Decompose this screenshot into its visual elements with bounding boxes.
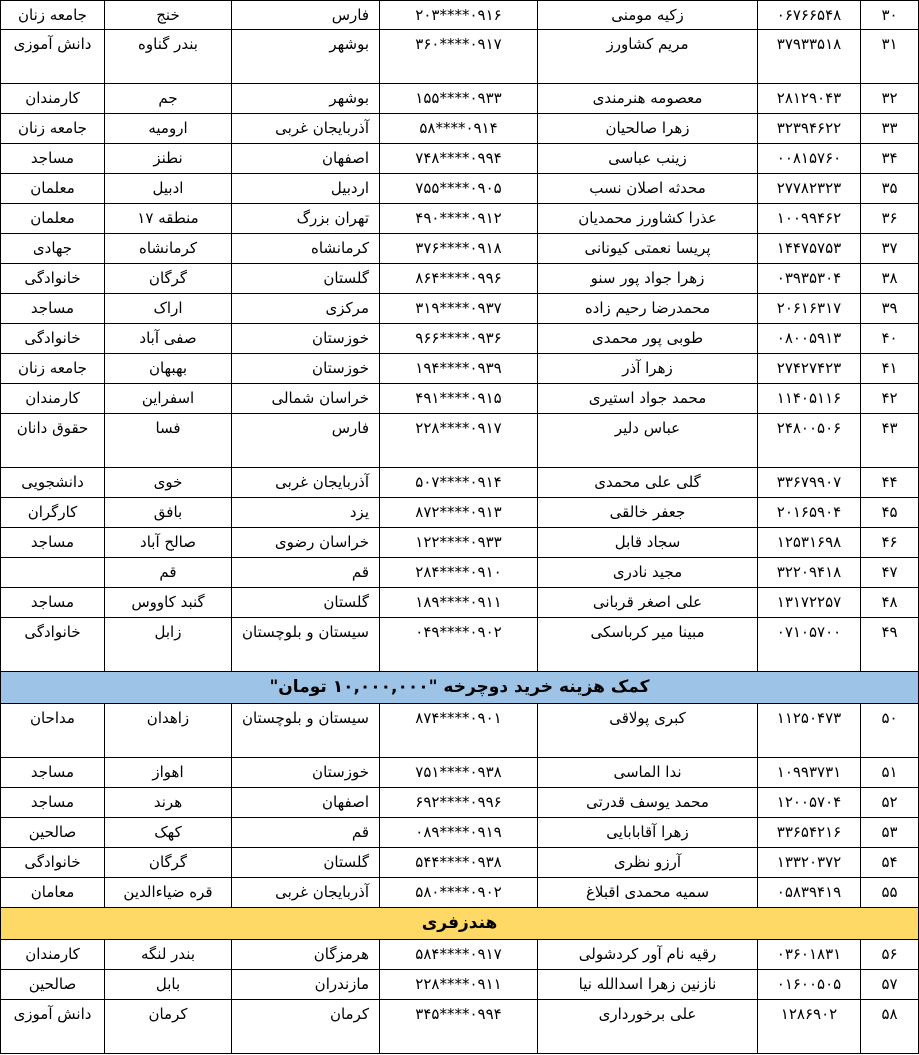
city-cell: زابل [105,618,232,672]
city-cell: قم [105,558,232,588]
phone-cell: ۰۹۱۱****۲۲۸ [380,970,538,1000]
code-cell: ۱۴۴۷۵۷۵۳ [758,234,861,264]
city-cell: ادبیل [105,174,232,204]
province-cell: گلستان [232,264,380,294]
name-cell: آرزو نظری [538,848,758,878]
name-cell: عذرا کشاورز محمدیان [538,204,758,234]
category-cell: خانوادگی [1,618,105,672]
code-cell: ۲۰۶۱۶۳۱۷ [758,294,861,324]
row-number-cell: ۳۸ [861,264,919,294]
category-cell: دانش آموزی [1,1000,105,1054]
table-row [1,788,919,818]
city-cell: کرمانشاه [105,234,232,264]
section-title: کمک هزینه خرید دوچرخه "۱۰,۰۰۰,۰۰۰ تومان" [1,672,919,704]
table-row [1,704,919,758]
city-cell: گنبد کاووس [105,588,232,618]
row-number-cell: ۴۲ [861,384,919,414]
category-cell: معلمان [1,174,105,204]
province-cell: قم [232,818,380,848]
name-cell: مبینا میر کرباسکی [538,618,758,672]
row-number-cell: ۵۵ [861,878,919,908]
city-cell: اهواز [105,758,232,788]
table-row [1,174,919,204]
table-row [1,848,919,878]
province-cell: گلستان [232,848,380,878]
row-number-cell: ۳۹ [861,294,919,324]
category-cell: جامعه زنان [1,354,105,384]
phone-cell: ۰۹۰۱****۸۷۴ [380,704,538,758]
name-cell: طوبی پور محمدی [538,324,758,354]
phone-cell: ۰۹۳۶****۹۶۶ [380,324,538,354]
name-cell: محمد جواد استیری [538,384,758,414]
province-cell: اصفهان [232,144,380,174]
province-cell: خوزستان [232,354,380,384]
table-row [1,234,919,264]
name-cell: گلی علی محمدی [538,468,758,498]
category-cell: دانشجویی [1,468,105,498]
row-number-cell: ۵۱ [861,758,919,788]
code-cell: ۱۳۱۷۲۲۵۷ [758,588,861,618]
phone-cell: ۰۹۹۴****۳۴۵ [380,1000,538,1054]
table-row [1,818,919,848]
city-cell: بافق [105,498,232,528]
code-cell: ۰۳۶۰۱۸۳۱ [758,940,861,970]
city-cell: خنج [105,1,232,30]
code-cell: ۰۸۰۰۵۹۱۳ [758,324,861,354]
name-cell: مجید نادری [538,558,758,588]
row-number-cell: ۳۲ [861,84,919,114]
province-cell: اصفهان [232,788,380,818]
category-cell: مساجد [1,294,105,324]
code-cell: ۱۲۸۶۹۰۲ [758,1000,861,1054]
category-cell: حقوق دانان [1,414,105,468]
code-cell: ۱۰۰۹۹۴۶۲ [758,204,861,234]
section-header [1,672,919,704]
phone-cell: ۰۹۱۵****۴۹۱ [380,384,538,414]
province-cell: اردبیل [232,174,380,204]
row-number-cell: ۴۴ [861,468,919,498]
name-cell: محمدرضا رحیم زاده [538,294,758,324]
province-cell: سیستان و بلوچستان [232,704,380,758]
phone-cell: ۰۹۱۴****۵۰۷ [380,468,538,498]
row-number-cell: ۵۰ [861,704,919,758]
name-cell: علی اصغر قربانی [538,588,758,618]
table-row [1,324,919,354]
province-cell: خراسان شمالی [232,384,380,414]
code-cell: ۰۰۸۱۵۷۶۰ [758,144,861,174]
name-cell: جعفر خالقی [538,498,758,528]
table-row [1,354,919,384]
name-cell: مریم کشاورز [538,30,758,84]
category-cell: کارمندان [1,84,105,114]
category-cell: جامعه زنان [1,1,105,30]
row-number-cell: ۳۱ [861,30,919,84]
name-cell: پریسا نعمتی کیونانی [538,234,758,264]
section-header [1,908,919,940]
phone-cell: ۰۹۱۲****۴۹۰ [380,204,538,234]
city-cell: زاهدان [105,704,232,758]
table-row [1,294,919,324]
section-title: هندزفری [1,908,919,940]
table-row [1,498,919,528]
table-row [1,468,919,498]
name-cell: علی برخورداری [538,1000,758,1054]
row-number-cell: ۵۸ [861,1000,919,1054]
table-row [1,30,919,84]
phone-cell: ۰۹۱۰****۲۸۴ [380,558,538,588]
city-cell: بندر گناوه [105,30,232,84]
code-cell: ۰۳۹۳۵۳۰۴ [758,264,861,294]
name-cell: رقیه نام آور کردشولی [538,940,758,970]
row-number-cell: ۳۴ [861,144,919,174]
city-cell: ارومیه [105,114,232,144]
city-cell: کهک [105,818,232,848]
city-cell: نطنز [105,144,232,174]
name-cell: زهرا آذر [538,354,758,384]
province-cell: مازندران [232,970,380,1000]
phone-cell: ۰۹۰۲****۰۴۹ [380,618,538,672]
name-cell: زینب عباسی [538,144,758,174]
category-cell: کارمندان [1,384,105,414]
category-cell: صالحین [1,818,105,848]
row-number-cell: ۳۷ [861,234,919,264]
table-row [1,1,919,30]
category-cell: مساجد [1,588,105,618]
row-number-cell: ۴۱ [861,354,919,384]
row-number-cell: ۳۵ [861,174,919,204]
table-row [1,204,919,234]
row-number-cell: ۴۰ [861,324,919,354]
phone-cell: ۰۹۳۹****۱۹۴ [380,354,538,384]
category-cell: خانوادگی [1,264,105,294]
phone-cell: ۰۹۱۷****۵۸۴ [380,940,538,970]
row-number-cell: ۴۷ [861,558,919,588]
code-cell: ۳۲۳۹۴۶۲۲ [758,114,861,144]
name-cell: زهرا صالحیان [538,114,758,144]
code-cell: ۱۰۹۹۳۷۳۱ [758,758,861,788]
table-row [1,558,919,588]
name-cell: نازنین زهرا اسدالله نیا [538,970,758,1000]
province-cell: کرمان [232,1000,380,1054]
row-number-cell: ۵۶ [861,940,919,970]
phone-cell: ۰۹۳۳****۱۲۲ [380,528,538,558]
table-row [1,264,919,294]
code-cell: ۰۶۷۶۶۵۴۸ [758,1,861,30]
row-number-cell: ۳۶ [861,204,919,234]
category-cell: معامان [1,878,105,908]
name-cell: سمیه محمدی اقبلاغ [538,878,758,908]
name-cell: محمد یوسف قدرتی [538,788,758,818]
province-cell: تهران بزرگ [232,204,380,234]
code-cell: ۲۸۱۲۹۰۴۳ [758,84,861,114]
phone-cell: ۰۹۳۷****۳۱۹ [380,294,538,324]
code-cell: ۲۷۷۸۲۳۲۳ [758,174,861,204]
row-number-cell: ۴۶ [861,528,919,558]
phone-cell: ۰۹۱۶****۲۰۳ [380,1,538,30]
province-cell: آذربایجان غربی [232,878,380,908]
province-cell: خوزستان [232,324,380,354]
city-cell: فسا [105,414,232,468]
code-cell: ۱۱۴۰۵۱۱۶ [758,384,861,414]
row-number-cell: ۴۵ [861,498,919,528]
table-row [1,114,919,144]
phone-cell: ۰۹۰۵****۷۵۵ [380,174,538,204]
category-cell: مساجد [1,528,105,558]
category-cell: خانوادگی [1,848,105,878]
category-cell: جهادی [1,234,105,264]
code-cell: ۲۴۸۰۰۵۰۶ [758,414,861,468]
table-row [1,588,919,618]
category-cell: خانوادگی [1,324,105,354]
category-cell [1,558,105,588]
table-row [1,758,919,788]
city-cell: گرگان [105,264,232,294]
category-cell: مساجد [1,788,105,818]
province-cell: کرمانشاه [232,234,380,264]
category-cell: کارگران [1,498,105,528]
province-cell: فارس [232,1,380,30]
province-cell: فارس [232,414,380,468]
code-cell: ۳۲۲۰۹۴۱۸ [758,558,861,588]
city-cell: صالح آباد [105,528,232,558]
code-cell: ۰۷۱۰۵۷۰۰ [758,618,861,672]
phone-cell: ۰۹۱۷****۳۶۰ [380,30,538,84]
city-cell: اسفراین [105,384,232,414]
name-cell: زهرا جواد پور سنو [538,264,758,294]
phone-cell: ۰۹۹۶****۶۹۲ [380,788,538,818]
city-cell: اراک [105,294,232,324]
category-cell: جامعه زنان [1,114,105,144]
province-cell: قم [232,558,380,588]
province-cell: سیستان و بلوچستان [232,618,380,672]
code-cell: ۳۳۶۵۴۲۱۶ [758,818,861,848]
city-cell: بابل [105,970,232,1000]
row-number-cell: ۵۷ [861,970,919,1000]
table-row [1,414,919,468]
category-cell: معلمان [1,204,105,234]
table-row [1,528,919,558]
province-cell: خراسان رضوی [232,528,380,558]
phone-cell: ۰۹۹۶****۸۶۴ [380,264,538,294]
category-cell: مساجد [1,144,105,174]
code-cell: ۱۲۰۰۵۷۰۴ [758,788,861,818]
row-number-cell: ۴۸ [861,588,919,618]
row-number-cell: ۵۳ [861,818,919,848]
name-cell: محدثه اصلان نسب [538,174,758,204]
city-cell: قره ضیاءالدین [105,878,232,908]
province-cell: هرمزگان [232,940,380,970]
row-number-cell: ۳۳ [861,114,919,144]
row-number-cell: ۳۰ [861,1,919,30]
name-cell: سجاد قابل [538,528,758,558]
name-cell: معصومه هنرمندی [538,84,758,114]
name-cell: زکیه مومنی [538,1,758,30]
table-row [1,878,919,908]
code-cell: ۲۷۴۲۷۴۲۳ [758,354,861,384]
table-row [1,970,919,1000]
phone-cell: ۰۹۱۱****۱۸۹ [380,588,538,618]
code-cell: ۰۵۸۳۹۴۱۹ [758,878,861,908]
province-cell: بوشهر [232,84,380,114]
row-number-cell: ۴۳ [861,414,919,468]
phone-cell: ۰۹۱۸****۳۷۶ [380,234,538,264]
city-cell: بندر لنگه [105,940,232,970]
code-cell: ۱۲۵۳۱۶۹۸ [758,528,861,558]
phone-cell: ۰۹۳۸****۵۴۴ [380,848,538,878]
province-cell: مرکزی [232,294,380,324]
table-row [1,618,919,672]
phone-cell: ۰۹۱۳****۸۷۲ [380,498,538,528]
city-cell: کرمان [105,1000,232,1054]
code-cell: ۳۷۹۳۳۵۱۸ [758,30,861,84]
province-cell: یزد [232,498,380,528]
table-row [1,1000,919,1054]
province-cell: خوزستان [232,758,380,788]
row-number-cell: ۴۹ [861,618,919,672]
city-cell: منطقه ۱۷ [105,204,232,234]
category-cell: صالحین [1,970,105,1000]
city-cell: جم [105,84,232,114]
province-cell: آذربایجان غربی [232,114,380,144]
name-cell: عباس دلیر [538,414,758,468]
phone-cell: ۰۹۹۴****۷۴۸ [380,144,538,174]
category-cell: مداحان [1,704,105,758]
table-row [1,384,919,414]
city-cell: گرگان [105,848,232,878]
name-cell: کبری پولاقی [538,704,758,758]
phone-cell: ۰۹۳۳****۱۵۵ [380,84,538,114]
city-cell: صفی آباد [105,324,232,354]
code-cell: ۳۳۶۷۹۹۰۷ [758,468,861,498]
row-number-cell: ۵۲ [861,788,919,818]
category-cell: کارمندان [1,940,105,970]
code-cell: ۱۳۳۲۰۳۷۲ [758,848,861,878]
phone-cell: ۰۹۱۴****۵۸ [380,114,538,144]
city-cell: خوی [105,468,232,498]
phone-cell: ۰۹۰۲****۵۸۰ [380,878,538,908]
city-cell: هرند [105,788,232,818]
province-cell: بوشهر [232,30,380,84]
category-cell: مساجد [1,758,105,788]
phone-cell: ۰۹۱۹****۰۸۹ [380,818,538,848]
province-cell: آذربایجان غربی [232,468,380,498]
code-cell: ۲۰۱۶۵۹۰۴ [758,498,861,528]
code-cell: ۱۱۲۵۰۴۷۳ [758,704,861,758]
table-row [1,144,919,174]
city-cell: بهبهان [105,354,232,384]
category-cell: دانش آموزی [1,30,105,84]
phone-cell: ۰۹۳۸****۷۵۱ [380,758,538,788]
name-cell: زهرا آقابابایی [538,818,758,848]
province-cell: گلستان [232,588,380,618]
table-row [1,940,919,970]
row-number-cell: ۵۴ [861,848,919,878]
table-row [1,84,919,114]
phone-cell: ۰۹۱۷****۲۲۸ [380,414,538,468]
name-cell: ندا الماسی [538,758,758,788]
code-cell: ۰۱۶۰۰۵۰۵ [758,970,861,1000]
